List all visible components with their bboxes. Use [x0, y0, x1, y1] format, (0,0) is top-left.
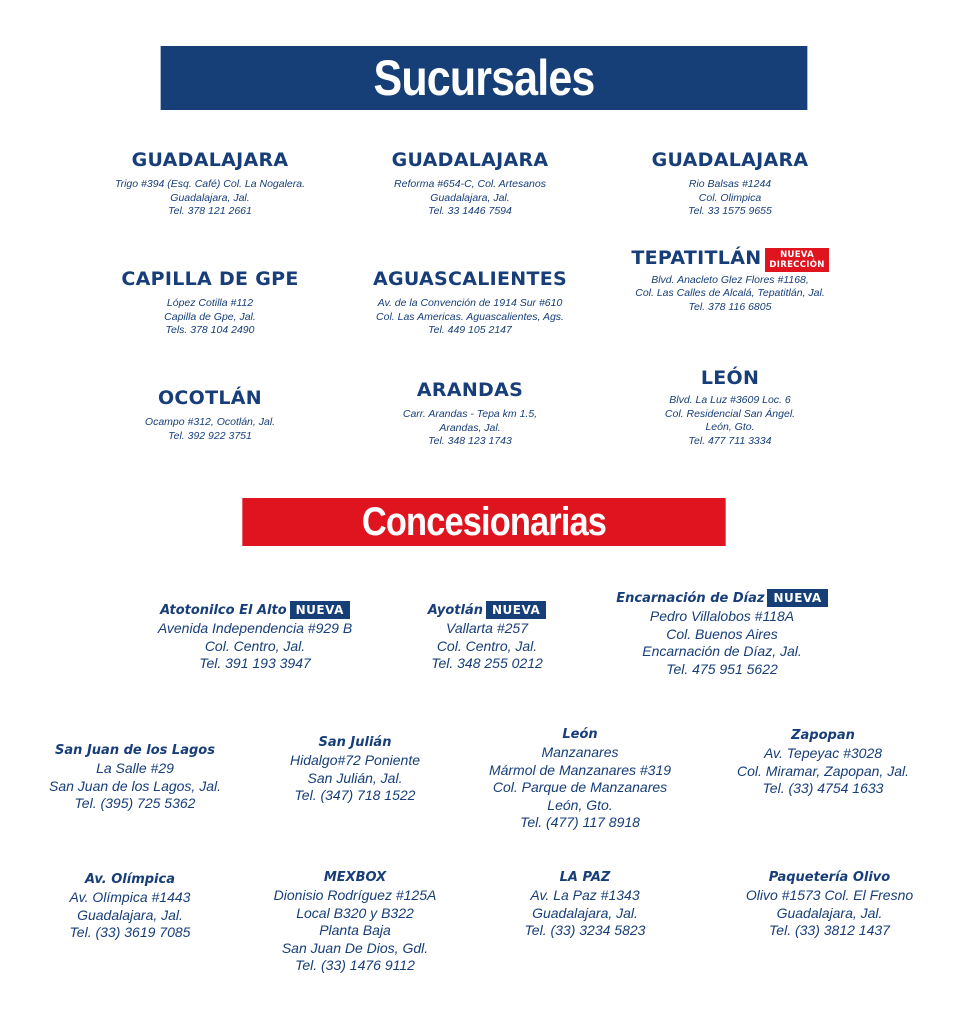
concesionaria-name: León [562, 727, 598, 742]
concesionaria-phone: Tel. 348 255 0212 [431, 655, 543, 672]
sucursal-city: LEÓN [700, 367, 760, 389]
concesionaria-encarnacion [597, 589, 847, 678]
sucursal-phone: Tel. 33 1575 9655 [688, 205, 772, 217]
sucursal-phone: Tels. 378 104 2490 [165, 324, 255, 336]
sucursal-address-line: Rio Balsas #1244 [688, 178, 772, 190]
concesionaria-address-line: Olivo #1573 Col. El Fresno [745, 887, 914, 903]
concesionaria-name: San Juan de los Lagos [55, 743, 215, 758]
concesionaria-address-line: Col. Centro, Jal. [436, 637, 538, 654]
nueva-badge: NUEVA [767, 589, 827, 607]
sucursal-address-line: Reforma #654-C, Col. Artesanos [394, 178, 546, 190]
concesionaria-paqueteria-olivo [722, 869, 937, 940]
concesionaria-address-line: Dionisio Rodríguez #125A [273, 887, 437, 903]
sucursal-phone: Tel. 378 121 2661 [168, 205, 252, 217]
concesionaria-address-line: Col. Miramar, Zapopan, Jal. [737, 762, 909, 779]
concesionaria-address-line: San Juan De Dios, Gdl. [281, 939, 429, 956]
concesionaria-name: LA PAZ [559, 870, 611, 885]
concesionaria-name: Av. Olímpica [85, 872, 175, 887]
concesionaria-address-line: Planta Baja [319, 922, 391, 938]
concesionaria-address-line: Local B320 y B322 [296, 904, 414, 921]
concesionaria-address-line: Av. La Paz #1343 [530, 887, 640, 903]
concesionaria-phone: Tel. 475 951 5622 [666, 660, 778, 677]
concesionaria-address-line: León, Gto. [547, 796, 613, 813]
badge-line: NUEVA [780, 249, 814, 260]
concesionaria-address-line: Guadalajara, Jal. [532, 904, 638, 921]
concesionaria-address-line: Avenida Independencia #929 B [157, 620, 353, 637]
nueva-badge: NUEVA [486, 601, 546, 619]
sucursal-guadalajara-3 [625, 148, 835, 219]
sucursal-address-line: López Cotilla #112 [166, 297, 254, 309]
concesionaria-phone: Tel. (33) 3812 1437 [769, 922, 890, 938]
nueva-badge: NUEVA [290, 601, 350, 619]
concesionaria-phone: Tel. (33) 3619 7085 [69, 924, 191, 940]
concesionaria-name: Paquetería Olivo [768, 870, 891, 885]
sucursal-address-line: Ocampo #312, Ocotlán, Jal. [144, 416, 276, 428]
concesionaria-name: Atotonilco El Alto [160, 603, 287, 619]
sucursal-city: GUADALAJARA [651, 149, 809, 171]
sucursal-arandas [365, 378, 575, 449]
concesionaria-address-line: La Salle #29 [96, 760, 174, 776]
concesionarias-title: Concesionarias [361, 500, 607, 544]
sucursal-address-line: Arandas, Jal. [439, 421, 501, 434]
concesionaria-leon [470, 726, 690, 832]
concesionaria-phone: Tel. (33) 1476 9112 [295, 957, 415, 973]
sucursal-phone: Tel. 348 123 1743 [428, 435, 512, 447]
sucursal-city: TEPATITLÁN [631, 247, 762, 269]
concesionaria-address-line: Vallarta #257 [446, 620, 528, 637]
concesionaria-ayotlan [402, 601, 572, 673]
concesionaria-name: MEXBOX [323, 870, 387, 885]
nueva-direccion-badge [765, 248, 828, 272]
concesionaria-mexbox [245, 869, 465, 975]
sucursal-address-line: Trigo #394 (Esq. Café) Col. La Nogalera. [114, 178, 306, 190]
sucursal-phone: Tel. 477 711 3334 [688, 434, 772, 447]
sucursales-banner [161, 46, 808, 110]
sucursal-city: OCOTLÁN [157, 387, 263, 409]
sucursal-address-line: Blvd. La Luz #3609 Loc. 6 [669, 394, 791, 406]
sucursal-address-line: Guadalajara, Jal. [170, 191, 250, 204]
concesionaria-address-line: Manzanares [541, 744, 619, 760]
concesionaria-address-line: Col. Centro, Jal. [204, 637, 306, 654]
sucursal-leon [625, 366, 835, 448]
concesionaria-address-line: Encarnación de Díaz, Jal. [642, 643, 802, 660]
sucursal-address-line: Col. Las Calles de Alcalá, Tepatitlán, Jal. [635, 287, 825, 300]
concesionaria-phone: Tel. (33) 3234 5823 [524, 922, 646, 938]
concesionaria-address-line: Av. Olímpica #1443 [69, 889, 191, 905]
sucursal-city: GUADALAJARA [131, 149, 289, 171]
badge-line: DIRECCIÓN [769, 259, 825, 270]
concesionaria-phone: Tel. (395) 725 5362 [74, 795, 196, 811]
sucursales-title: Sucursales [373, 50, 595, 106]
concesionaria-phone: Tel. (33) 4754 1633 [762, 780, 884, 796]
concesionaria-name: Encarnación de Díaz [616, 591, 765, 607]
sucursal-guadalajara-1 [105, 148, 315, 219]
concesionaria-la-paz [480, 869, 690, 940]
concesionaria-san-juan [25, 742, 245, 813]
sucursal-tepatitlan [615, 246, 845, 314]
concesionaria-atotonilco [130, 601, 380, 673]
sucursal-address-line: Col. Olimpica [698, 191, 762, 204]
sucursal-address-line: Col. Residencial San Ángel. [664, 407, 796, 420]
sucursal-address-line: Capilla de Gpe, Jal. [164, 310, 256, 323]
concesionaria-address-line: Col. Buenos Aires [666, 625, 778, 642]
concesionaria-address-line: Mármol de Manzanares #319 [488, 761, 672, 778]
concesionaria-address-line: San Julián, Jal. [307, 769, 403, 786]
sucursal-ocotlan [105, 386, 315, 443]
concesionaria-phone: Tel. (477) 117 8918 [520, 814, 640, 830]
concesionaria-zapopan [718, 727, 928, 798]
concesionaria-phone: Tel. (347) 718 1522 [294, 787, 416, 803]
sucursal-phone: Tel. 378 116 6805 [688, 300, 772, 313]
sucursal-address-line: Col. Las Americas. Aguascalientes, Ags. [376, 310, 564, 323]
sucursal-address-line: León, Gto. [705, 421, 755, 433]
concesionaria-san-julian [250, 734, 460, 805]
concesionaria-address-line: Guadalajara, Jal. [776, 904, 883, 921]
sucursal-address-line: Guadalajara, Jal. [430, 191, 510, 204]
sucursal-aguascalientes [355, 267, 585, 338]
sucursal-phone: Tel. 33 1446 7594 [428, 205, 512, 217]
concesionaria-address-line: Col. Parque de Manzanares [492, 779, 668, 795]
concesionaria-address-line: San Juan de los Lagos, Jal. [48, 777, 221, 794]
concesionaria-av-olimpica [25, 871, 235, 942]
concesionaria-address-line: Av. Tepeyac #3028 [763, 745, 883, 761]
concesionaria-phone: Tel. 391 193 3947 [199, 655, 311, 672]
concesionaria-address-line: Pedro Villalobos #118A [649, 608, 795, 625]
concesionaria-name: Ayotlán [427, 603, 483, 619]
sucursal-address-line: Av. de la Convención de 1914 Sur #610 [377, 297, 563, 309]
sucursal-address-line: Carr. Arandas - Tepa km 1.5, [402, 408, 538, 420]
concesionaria-name: San Julián [318, 735, 392, 750]
sucursal-city: AGUASCALIENTES [372, 268, 568, 290]
concesionaria-address-line: Hidalgo#72 Poniente [290, 752, 420, 768]
concesionaria-address-line: Guadalajara, Jal. [77, 906, 183, 923]
sucursal-phone: Tel. 392 922 3751 [168, 429, 252, 442]
sucursal-city: ARANDAS [416, 379, 524, 401]
concesionarias-banner [242, 498, 725, 546]
sucursal-guadalajara-2 [365, 148, 575, 219]
sucursal-address-line: Blvd. Anacleto Glez Flores #1168, [651, 273, 809, 286]
concesionaria-name: Zapopan [791, 728, 855, 743]
sucursal-city: CAPILLA DE GPE [121, 268, 299, 290]
sucursal-phone: Tel. 449 105 2147 [428, 324, 512, 336]
sucursal-capilla-de-gpe [105, 267, 315, 338]
sucursal-city: GUADALAJARA [391, 149, 549, 171]
